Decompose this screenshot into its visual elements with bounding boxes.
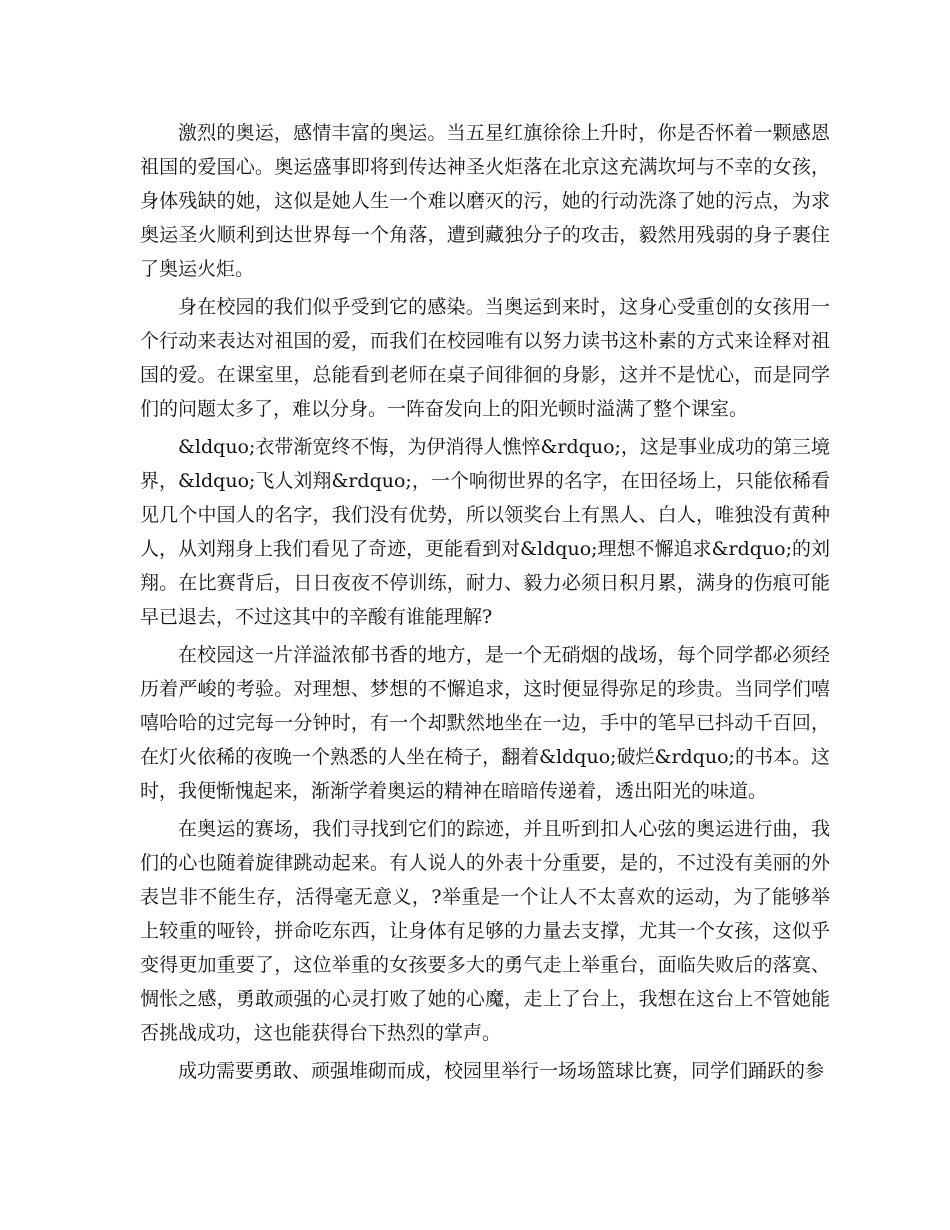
paragraph-3: &ldquo;衣带渐宽终不悔，为伊消得人憔悴&rdquo;，这是事业成功的第三境界，&ldquo;飞人刘翔&rdquo;，一个响彻世界的名字，在田径场上，只能依稀看见几个中国人的名字，我们没有优势，所以领奖台上有黑人、白人，唯独没有黄种人，从刘翔身上我们看见了奇迹，更能看到对&ldquo;理想不懈追求&rdquo;的刘翔。在比赛背后，日日夜夜不停训练，耐力、毅力必须日积月累，满身的伤痕可能早已退去，不过这其中的辛酸有谁能理解? bbox=[140, 436, 830, 628]
paragraph-4: 在校园这一片洋溢浓郁书香的地方，是一个无硝烟的战场，每个同学都必须经历着严峻的考验。对理想、梦想的不懈追求，这时便显得弥足的珍贵。当同学们嘻嘻哈哈的过完每一分钟时，有一个却默然地坐在一边，手中的笔早已抖动千百回，在灯火依稀的夜晚一个熟悉的人坐在椅子，翻着&ldquo;破烂&rdquo;的书本。这时，我便惭愧起来，渐渐学着奥运的精神在暗暗传递着，透出阳光的味道。 bbox=[140, 644, 830, 802]
paragraph-2: 身在校园的我们似乎受到它的感染。当奥运到来时，这身心受重创的女孩用一个行动来表达对祖国的爱，而我们在校园唯有以努力读书这朴素的方式来诠释对祖国的爱。在课室里，总能看到老师在桌子间徘徊的身影，这并不是忧心，而是同学们的问题太多了，难以分身。一阵奋发向上的阳光顿时溢满了整个课室。 bbox=[140, 296, 830, 420]
paragraph-6: 成功需要勇敢、顽强堆砌而成，校园里举行一场场篮球比赛，同学们踊跃的参 bbox=[178, 1060, 825, 1082]
paragraph-1: 激烈的奥运，感情丰富的奥运。当五星红旗徐徐上升时，你是否怀着一颗感恩祖国的爱国心。奥运盛事即将到传达神圣火炬落在北京这充满坎坷与不幸的女孩，身体残缺的她，这似是她人生一个难以磨灭的污，她的行动洗涤了她的污点，为求奥运圣火顺利到达世界每一个角落，遭到藏独分子的攻击，毅然用残弱的身子裹住了奥运火炬。 bbox=[140, 122, 830, 280]
paragraph-5: 在奥运的赛场，我们寻找到它们的踪迹，并且听到扣人心弦的奥运进行曲，我们的心也随着旋律跳动起来。有人说人的外表十分重要，是的，不过没有美丽的外表岂非不能生存，活得毫无意义，?举重是一个让人不太喜欢的运动，为了能够举上较重的哑铃，拼命吃东西，让身体有足够的力量去支撑，尤其一个女孩，这似乎变得更加重要了，这位举重的女孩要多大的勇气走上举重台，面临失败后的落寞、惆怅之感，勇敢顽强的心灵打败了她的心魔，走上了台上，我想在这台上不管她能否挑战成功，这也能获得台下热烈的掌声。 bbox=[140, 818, 830, 1044]
article-body bbox=[140, 116, 830, 1092]
